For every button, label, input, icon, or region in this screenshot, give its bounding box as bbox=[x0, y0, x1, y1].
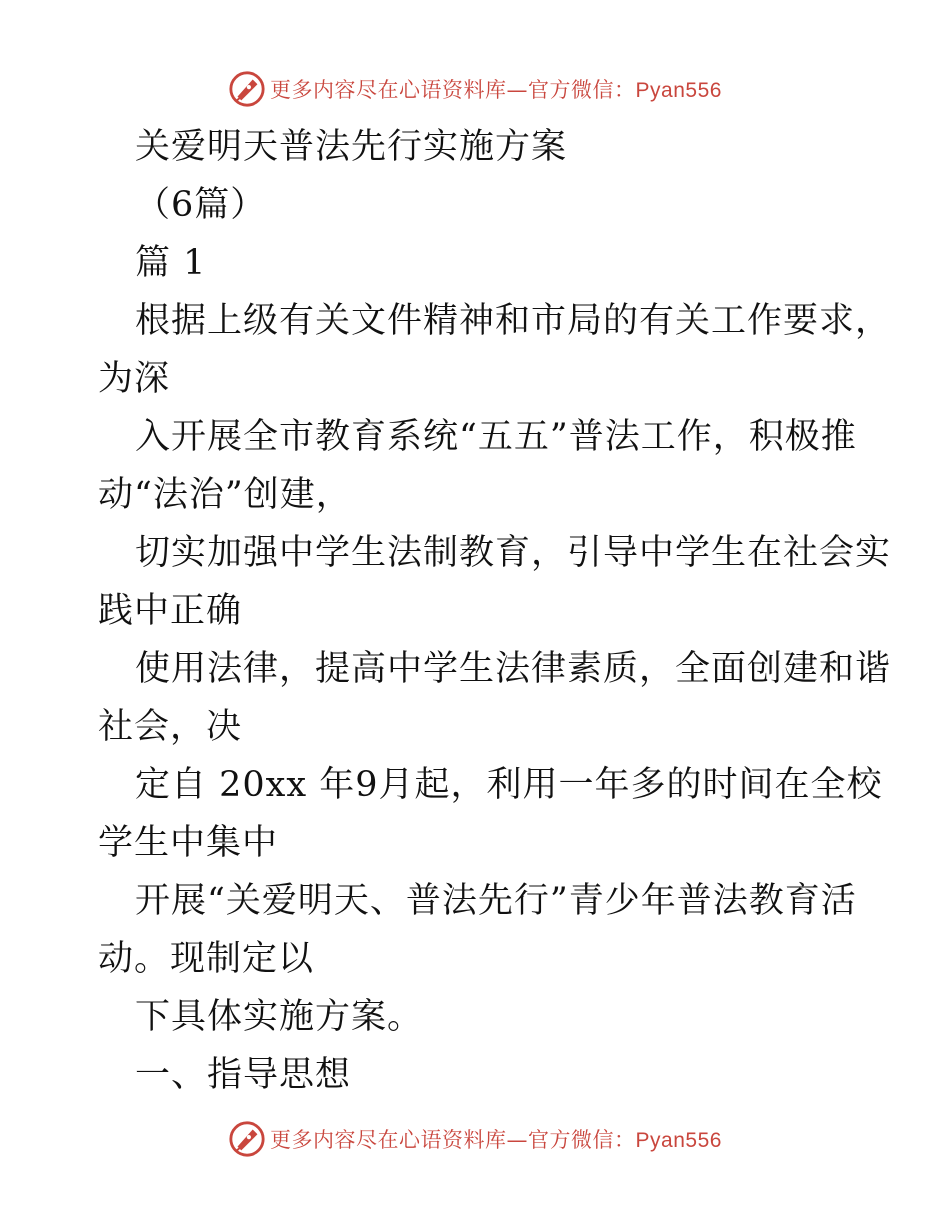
watermark-text bbox=[270, 1124, 722, 1154]
text-line: 关爱明天普法先行实施方案 bbox=[135, 127, 568, 167]
text-line: 动“法治”创建， bbox=[98, 475, 352, 515]
text-line: 践中正确 bbox=[98, 591, 243, 631]
text-line: 为深 bbox=[98, 359, 171, 399]
watermark-wechat: 官方微信： bbox=[528, 78, 636, 102]
watermark-dash: — bbox=[506, 1128, 529, 1152]
text-line: 篇 1 bbox=[135, 243, 207, 283]
text-line: 学生中集中 bbox=[98, 823, 279, 863]
watermark-main: 更多内容尽在心语资料库 bbox=[270, 1128, 507, 1152]
watermark-wechat: 官方微信： bbox=[528, 1128, 636, 1152]
text-line: 社会，决 bbox=[98, 707, 243, 747]
pen-nib-logo-icon bbox=[228, 1120, 266, 1158]
text-line: 根据上级有关文件精神和市局的有关工作要求， bbox=[135, 301, 892, 341]
watermark-main: 更多内容尽在心语资料库 bbox=[270, 78, 507, 102]
header-watermark bbox=[0, 70, 950, 108]
document-body bbox=[98, 118, 892, 1104]
watermark-id: Pyan556 bbox=[635, 79, 722, 102]
text-line: 使用法律，提高中学生法律素质，全面创建和谐 bbox=[135, 649, 892, 689]
text-line: 开展“关爱明天、普法先行”青少年普法教育活 bbox=[135, 881, 857, 921]
watermark-dash: — bbox=[506, 78, 529, 102]
text-line: （6篇） bbox=[135, 185, 267, 225]
text-line: 定自 20xx 年9月起，利用一年多的时间在全校 bbox=[135, 765, 883, 805]
text-line: 下具体实施方案。 bbox=[135, 997, 424, 1037]
footer-watermark bbox=[0, 1120, 950, 1158]
pen-nib-logo-icon bbox=[228, 70, 266, 108]
text-line: 入开展全市教育系统“五五”普法工作，积极推 bbox=[135, 417, 857, 457]
text-line: 动。现制定以 bbox=[98, 939, 315, 979]
text-line: 一、指导思想 bbox=[135, 1055, 352, 1095]
watermark-id: Pyan556 bbox=[635, 1129, 722, 1152]
text-line: 切实加强中学生法制教育，引导中学生在社会实 bbox=[135, 533, 892, 573]
watermark-text bbox=[270, 74, 722, 104]
